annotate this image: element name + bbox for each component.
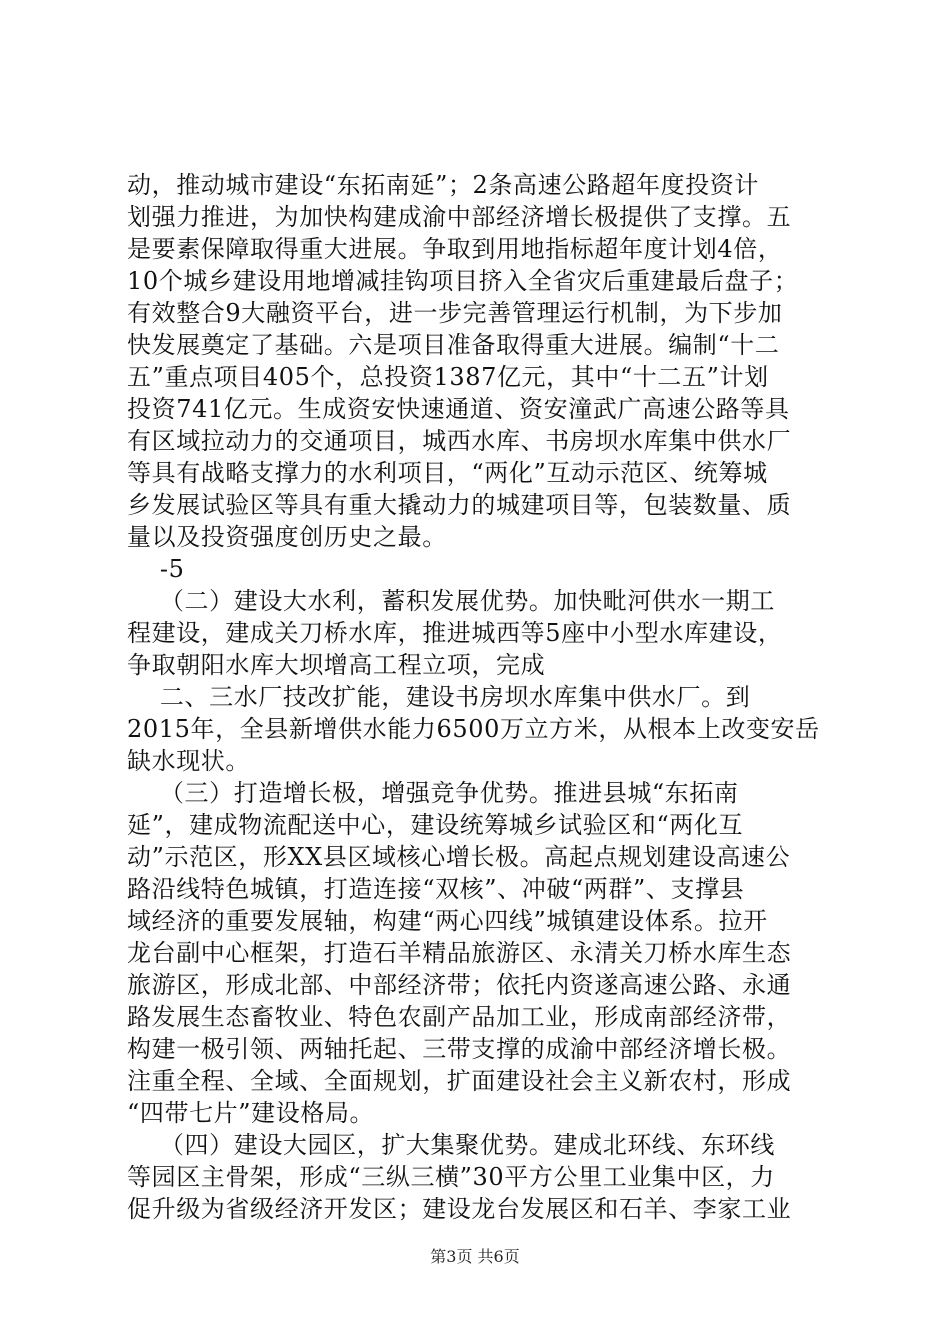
body-text-line: 划强力推进，为加快构建成渝中部经济增长极提供了支撑。五	[127, 203, 792, 231]
body-text-line: 缺水现状。	[127, 747, 250, 775]
body-text-line: 路沿线特色城镇，打造连接“双核”、冲破“两群”、支撑县	[127, 875, 745, 903]
body-text-line: 动，推动城市建设“东拓南延”；2条高速公路超年度投资计	[127, 171, 760, 199]
body-text-line: 乡发展试验区等具有重大撬动力的城建项目等，包装数量、质	[127, 491, 792, 519]
body-text-line: 等园区主骨架，形成“三纵三横”30平方公里工业集中区，力	[127, 1163, 775, 1191]
body-text-line: 促升级为省级经济开发区；建设龙台发展区和石羊、李家工业	[127, 1195, 792, 1223]
body-text-line: 10个城乡建设用地增减挂钩项目挤入全省灾后重建最后盘子；	[127, 267, 799, 295]
body-text-line: 程建设，建成关刀桥水库，推进城西等5座中小型水库建设，	[127, 619, 783, 647]
body-text-line: 等具有战略支撑力的水利项目，“两化”互动示范区、统筹城	[127, 459, 768, 487]
body-text-line: （二）建设大水利，蓄积发展优势。加快毗河供水一期工	[127, 587, 775, 615]
body-text-line: 旅游区，形成北部、中部经济带；依托内资遂高速公路、永通	[127, 971, 792, 999]
body-text-line: 二、三水厂技改扩能，建设书房坝水库集中供水厂。到	[127, 683, 751, 711]
body-text-line: “四带七片”建设格局。	[127, 1099, 375, 1127]
body-text-line: 龙台副中心框架，打造石羊精品旅游区、永清关刀桥水库生态	[127, 939, 792, 967]
body-text-line: 域经济的重要发展轴，构建“两心四线”城镇建设体系。拉开	[127, 907, 768, 935]
body-text-line: 量以及投资强度创历史之最。	[127, 523, 447, 551]
body-text-line: 投资741亿元。生成资安快速通道、资安潼武广高速公路等具	[127, 395, 790, 423]
body-text-line: 争取朝阳水库大坝增高工程立项，完成	[127, 651, 546, 679]
body-text-line: 延”，建成物流配送中心，建设统筹城乡试验区和“两化互	[127, 811, 744, 839]
body-text-line: （四）建设大园区，扩大集聚优势。建成北环线、东环线	[127, 1131, 775, 1159]
page-number-footer: 第3页 共6页	[430, 1247, 520, 1266]
body-text-line: 有区域拉动力的交通项目，城西水库、书房坝水库集中供水厂	[127, 427, 792, 455]
body-text-line: 动”示范区，形XX县区域核心增长极。高起点规划建设高速公	[127, 843, 791, 871]
body-text-line: 五”重点项目405个，总投资1387亿元，其中“十二五”计划	[127, 363, 769, 391]
body-text-line: 构建一极引领、两轴托起、三带支撑的成渝中部经济增长极。	[127, 1035, 792, 1063]
body-text-line: 路发展生态畜牧业、特色农副产品加工业，形成南部经济带，	[127, 1003, 792, 1031]
body-text-line: 快发展奠定了基础。六是项目准备取得重大进展。编制“十二	[127, 331, 780, 359]
body-text-line: 2015年，全县新增供水能力6500万立方米，从根本上改变安岳	[127, 715, 820, 743]
page-marker-text: -5	[127, 555, 185, 583]
body-text-line: 有效整合9大融资平台，进一步完善管理运行机制，为下步加	[127, 299, 783, 327]
body-text-line: （三）打造增长极，增强竞争优势。推进县城“东拓南	[127, 779, 739, 807]
body-text-line: 注重全程、全域、全面规划，扩面建设社会主义新农村，形成	[127, 1067, 792, 1095]
body-text-line: 是要素保障取得重大进展。争取到用地指标超年度计划4倍，	[127, 235, 783, 263]
